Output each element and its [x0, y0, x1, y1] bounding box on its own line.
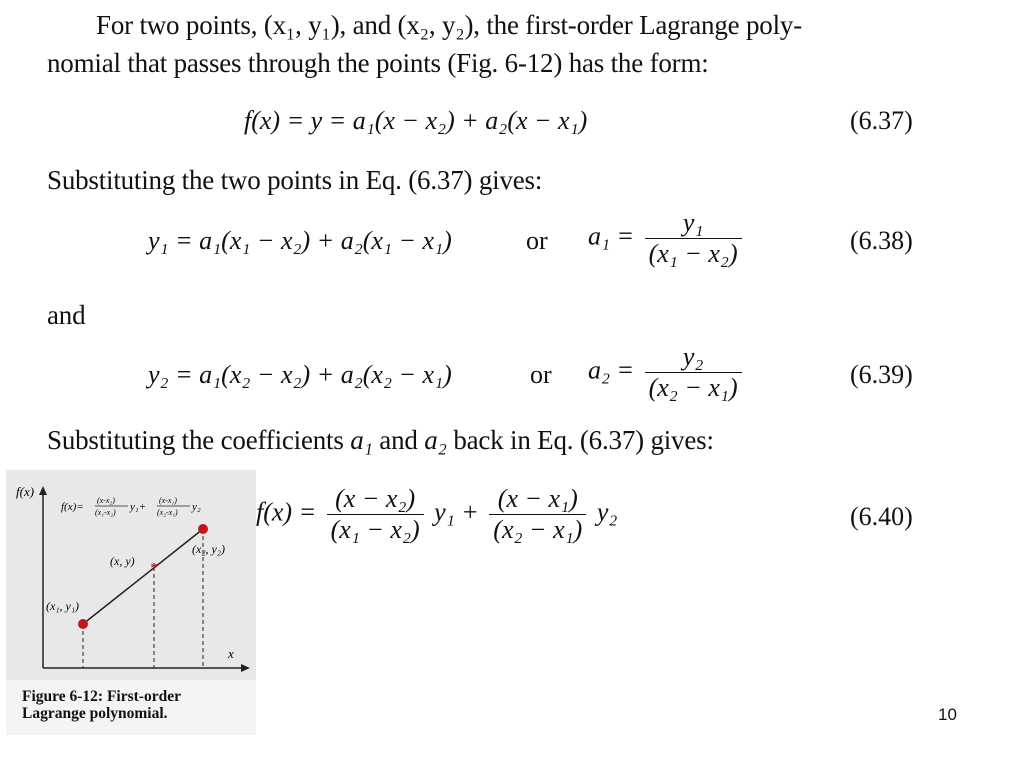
- equation-6-39-rhs: [588, 342, 746, 403]
- point-mid-marker-icon: *: [150, 561, 158, 576]
- point-1-label: (x₁, y₁): [46, 599, 79, 613]
- substituting-coefficients-pre: Substituting the coefficients: [47, 425, 344, 455]
- equation-6-39-denominator: (x₂ − x₁): [645, 372, 742, 403]
- figure-formula-f1-num: (x-x₂): [97, 496, 115, 505]
- intro-line-1: For two points, (x₁, y₁), and (x₂, y₂), the first-order Lagrange poly-: [96, 10, 802, 40]
- equation-6-40-numerator-2: (x − x₁): [497, 484, 578, 513]
- equation-6-39-var: a₂ =: [588, 355, 635, 385]
- equation-6-40-lhs: f(x) =: [256, 497, 317, 527]
- coefficient-a1: a₁: [350, 425, 373, 455]
- page-number: 10: [938, 705, 957, 724]
- equation-6-38-var: a₁ =: [588, 221, 635, 251]
- equation-number-6-40: (6.40): [850, 502, 913, 531]
- equation-6-39-lhs: y₂ = a₁(x₂ − x₂) + a₂(x₂ − x₁): [148, 360, 452, 389]
- substituting-coefficients-text: [47, 425, 714, 456]
- y-axis-arrow-icon: [39, 486, 47, 495]
- intro-line-2: nomial that passes through the points (Fig. 6-12) has the form:: [47, 48, 709, 78]
- equation-6-39-fraction: [645, 342, 742, 403]
- and-text: and: [47, 300, 86, 330]
- equation-6-38-or: or: [526, 226, 548, 255]
- interpolation-line: [83, 529, 203, 624]
- equation-6-40-y1: y₁ +: [434, 497, 479, 527]
- equation-6-40-denominator-1: (x₁ − x₂): [327, 514, 424, 545]
- figure-caption-line-1: Figure 6-12: First-order: [22, 688, 181, 705]
- figure-formula-f2-num: (x-x₁): [159, 496, 177, 505]
- figure-formula-f1-den: (x₁-x₂): [95, 508, 116, 517]
- coefficient-a2: a₂: [424, 425, 447, 455]
- figure-formula-lhs: f(x)=: [61, 501, 84, 513]
- equation-number-6-37: (6.37): [850, 106, 913, 135]
- x-axis-arrow-icon: [241, 664, 250, 672]
- point-2-label: (x₂, y₂): [192, 542, 225, 556]
- point-1-marker: [78, 619, 88, 629]
- equation-6-38-lhs: y₁ = a₁(x₁ − x₂) + a₂(x₁ − x₁): [148, 226, 452, 255]
- equation-6-38-denominator: (x₁ − x₂): [645, 238, 742, 269]
- equation-6-40-y2: y₂: [596, 497, 618, 527]
- equation-6-38-numerator: y₁: [682, 208, 704, 237]
- equation-6-38-fraction: [645, 208, 742, 269]
- point-2-marker: [198, 524, 208, 534]
- figure-6-12-panel: [6, 470, 256, 680]
- equation-6-39-numerator: y₂: [682, 342, 704, 371]
- equation-6-40-denominator-2: (x₂ − x₁): [489, 514, 586, 545]
- equation-6-39-or: or: [530, 360, 552, 389]
- equation-6-40-fraction-1: [327, 484, 424, 545]
- y-axis-label: f(x): [16, 484, 35, 499]
- figure-formula-y2: y₂: [192, 501, 201, 513]
- equation-6-38-rhs: [588, 208, 746, 269]
- figure-formula-y1: y₁+: [130, 501, 147, 513]
- substituting-coefficients-and: and: [379, 425, 418, 455]
- figure-6-12-graph: [6, 470, 256, 680]
- figure-caption-line-2: Lagrange polynomial.: [22, 705, 168, 722]
- figure-formula-f2-den: (x₂-x₁): [157, 508, 178, 517]
- point-mid-label: (x, y): [110, 554, 135, 568]
- equation-6-40: [256, 484, 617, 545]
- substituting-coefficients-post: back in Eq. (6.37) gives:: [453, 425, 714, 455]
- equation-number-6-39: (6.39): [850, 360, 913, 389]
- equation-6-40-fraction-2: [489, 484, 586, 545]
- equation-number-6-38: (6.38): [850, 226, 913, 255]
- equation-6-40-numerator-1: (x − x₂): [335, 484, 416, 513]
- equation-6-37: f(x) = y = a₁(x − x₂) + a₂(x − x₁): [244, 106, 588, 135]
- figure-6-12-caption: [22, 688, 181, 722]
- substituting-points-text: Substituting the two points in Eq. (6.37) gives:: [47, 165, 543, 195]
- x-axis-label: x: [228, 646, 234, 661]
